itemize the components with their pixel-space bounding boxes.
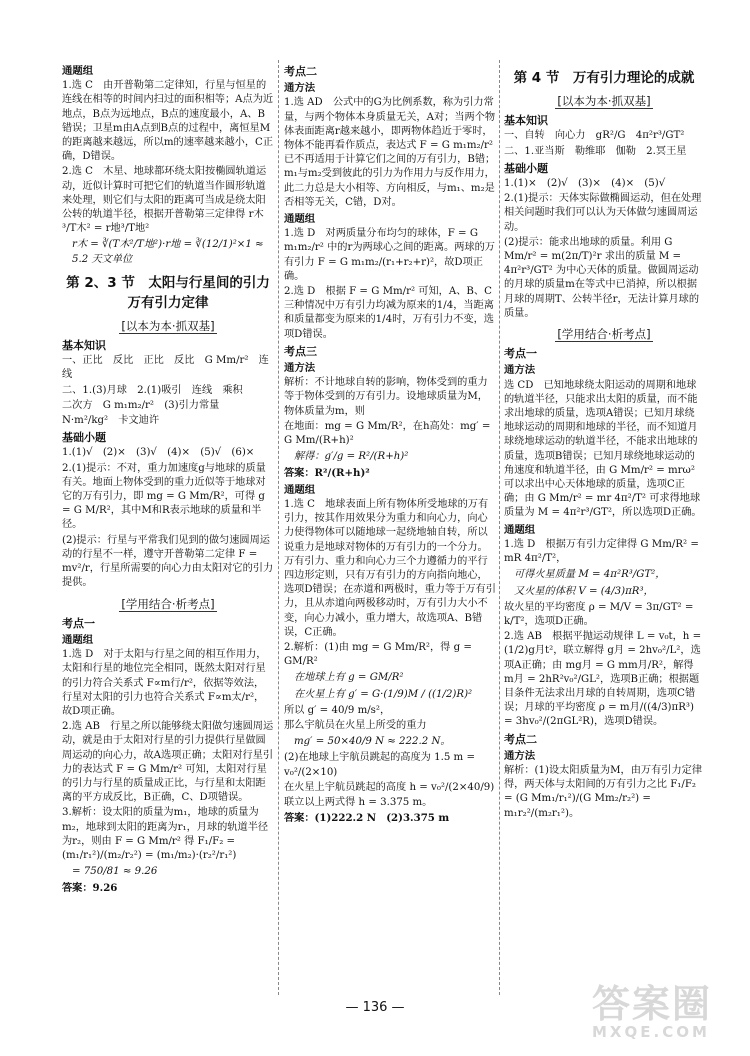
column-divider-2	[499, 60, 500, 995]
section-title-4: 第 4 节 万有引力理论的成就	[513, 70, 695, 86]
knowledge3-line-2: 二、1.亚当斯 勒维耶 伽勒 2.冥王星	[504, 145, 687, 157]
y-line-1: 解析：不计地球自转的影响，物体受到的重力等于物体受到的万有引力。设地球质量为M，物体质量为m，则	[284, 377, 488, 417]
watermark-line-1: 答案圈	[592, 982, 713, 1026]
m-answer-1: 选 CD 已知地球绕太阳运动的周期和地球的轨道半径，只能求出太阳的质量，而不能求出地球的质量，选项A错误；已知月球绕地球运动的周期和地球的半径，而不知道月球绕地球运动的轨道半径，不能求出地球的质量，选项B错误；已知月球绕地球运动的角速度和轨道半径，由 G Mm/r² = mrω² 可以求出中心天体地球的质量，选项C正确；由 G Mm/r² = mr 4π²/T² 可求得地球质量为 M = 4π²r³/GT²，所以选项D正确。	[504, 379, 702, 519]
z-line-4: 在火星上有 g′ = G·(1/9)M / ((1/2)R)²	[294, 688, 473, 700]
z-line-7: mg′ = 50×40/9 N ≈ 222.2 N。	[294, 736, 451, 748]
page-number: — 136 —	[345, 1000, 405, 1015]
z-line-2: 2.解析：(1)由 mg = G Mm/R²，得 g = GM/R²	[284, 641, 472, 668]
band-analysis	[62, 597, 274, 611]
basic-answer-2: 2.(1)提示：不对，重力加速度g与地球的质量有关。地面上物体受到的重力近似等于地球对它的万有引力，即 mg = G Mm/R²，可得 g = G M/R²，其中M和R表示地球的质量和半径。	[62, 462, 266, 531]
answer-1: 1.选 C 由开普勒第二定律知，行星与恒星的连线在相等的时间内扫过的面积相等；A点为近地点，B点为远地点，B点的速度最小，A、B错误；卫星m由A点到B点的过程中，离恒星M的距离越来越远，所以m的速率越来越小，C正确，D错误。	[62, 80, 274, 163]
tongfa-label-2: 通方法	[284, 362, 316, 375]
tongfa-label-col3: 通方法	[504, 364, 536, 377]
y-answer: 答案：R²/(R+h)²	[284, 467, 370, 480]
x-answer-1: 1.选 AD 公式中的G为比例系数，称为引力常量，与两个物体本身质量无关，A对；当两个物体表面距离r越来越小，即两物体趋近于零时，物体不能再看作质点，表达式 F = G m₁m₂/r² 已不再适用于计算它们之间的万有引力，B错；m₁与m₂受到彼此的引力为作用力与反作用力，此二力总是大小相等、方向相反，与m₁、m₂是否相等无关，C错，D对。	[284, 97, 496, 208]
tongti-label-3: 通题组	[284, 213, 316, 226]
n-line-5: 2.选 AB 根据平抛运动规律 L = v₀t，h = (1/2)g月t²，联立解得 g月 = 2hv₀²/L²，选项A正确；由 mg月 = G mm月/R²，解得 m月 = 2hR²v₀²/GL²，选项B正确；根据题目条件无法求出月球的自转周期，选项C错误；月球的平均密度 ρ = m月/((4/3)πR³) = 3hv₀²/(2πGL²R)，选项D错误。	[504, 631, 702, 728]
tongti-label-4: 通题组	[284, 483, 316, 496]
column-middle	[284, 62, 496, 826]
n-line-4: 故火星的平均密度 ρ = M/V = 3π/GT² = k/T²，选项D正确。	[504, 601, 694, 627]
x-answer-2: 1.选 D 对两质量分布均匀的球体，F = G m₁m₂/r² 中的r为两球心之间的距离。两球的万有引力 F = G m₁m₂/(r₁+r₂+r)²，故D项正确。	[284, 228, 495, 282]
column-right	[504, 62, 704, 822]
section-title-2-3	[62, 273, 274, 313]
band-analysis-label: [学用结合·析考点]	[121, 596, 215, 611]
heading-basic-knowledge: 基本知识	[62, 339, 106, 353]
knowledge-line-1: 一、正比 反比 正比 反比 G Mm/r² 连线	[62, 355, 269, 381]
band-basics	[62, 319, 274, 333]
z-line-10: 联立以上两式得 h = 3.375 m。	[284, 796, 433, 808]
section-title-line2: 万有引力定律	[127, 294, 209, 311]
y-line-3: 解得：g′/g = R²/(R+h)²	[294, 451, 409, 463]
heading-kaodian-2: 考点二	[284, 65, 317, 78]
answer-final: 答案：9.26	[62, 882, 118, 895]
section-title-line1: 第 2、3 节 太阳与行星间的引力	[66, 274, 270, 291]
basic-answer-3: (2)提示：行星与平常我们见到的做匀速圆周运动的行星不一样，遵守开普勒第二定律 F = mv²/r，行星所需要的向心力由太阳对它的引力提供。	[62, 534, 274, 589]
z-line-9: 在火星上宇航员跳起的高度 h = v₀²/(2×40/9)	[284, 781, 495, 793]
x-answer-3: 2.选 D 根据 F = G Mm/r² 可知，A、B、C三种情况中万有引力均减为原来的1/4，当距离和质量都变为原来的1/4时，万有引力不变，选项D错误。	[284, 286, 494, 340]
band-basics-3-label: [以本为本·抓双基]	[557, 94, 651, 108]
tongfa-label: 通方法	[284, 82, 316, 95]
heading-basic-questions: 基础小题	[62, 431, 106, 445]
y-line-2: 在地面：mg = G Mm/R²，在h高处：mg′ = G Mm/(R+h)²	[284, 420, 491, 447]
n-line-2: 可得火星质量 M = 4π²R³/GT²，	[514, 569, 666, 581]
knowledge-line-3: 二次方 G m₁m₂/r² (3)引力常量	[62, 399, 220, 411]
knowledge-line-4: N·m²/kg² 卡文迪许	[62, 415, 160, 427]
z-line-6: 那么宇航员在火星上所受的重力	[284, 719, 427, 731]
p-line-1: 解析：(1)设太阳质量为M，由万有引力定律得，两天体与太阳间的万有引力之比 F₁/F₂ = (G Mm₁/r₁²)/(G Mm₂/r₂²) = m₁r₂²/(m₂r₁²)。	[504, 764, 703, 819]
answer-2: 2.选 C 木星、地球都环绕太阳按椭圆轨道运动，近似计算时可把它们的轨道当作圆形轨道来处理，则它们与太阳的距离可当成是绕太阳公转的轨道半径，根据开普勒第三定律得 r木³/T木² = r地³/T地²	[62, 166, 267, 235]
heading-kaodian-3: 考点三	[284, 344, 317, 358]
tongti-label-2: 通题组	[62, 633, 94, 646]
column-left	[62, 62, 274, 897]
formula-r-jupiter: r木 = ∛(T木²/T地²)·r地 = ∛(12/1)²×1 ≈ 5.2 天文单位	[72, 239, 264, 265]
question-3-result: = 750/81 ≈ 9.26	[72, 866, 158, 878]
basic3-answer-1: 1.(1)× (2)√ (3)× (4)× (5)√	[504, 178, 666, 190]
tongfa-label-2-col3: 通方法	[504, 749, 536, 762]
knowledge-line-2: 二、1.(3)月球 2.(1)吸引 连线 乘积	[62, 384, 243, 396]
tongti-label-col3: 通题组	[504, 523, 536, 536]
heading-kaodian-1: 考点一	[62, 616, 95, 630]
z-line-1: 1.选 C 地球表面上所有物体所受地球的万有引力，按其作用效果分为重力和向心力，向心力使得物体可以随地球一起绕地轴自转，所以说重力是地球对物体的万有引力的一个分力。万有引力、重力和向心力三个力遵循力的平行四边形定则，只有万有引力的方向指向地心，选项D错误；在赤道和两极时，重力等于万有引力，且从赤道向两极移动时，万有引力大小不变，向心力减小，重力增大，故选项A、B错误，C正确。	[284, 498, 496, 638]
column-divider-1	[278, 60, 279, 995]
tongti-label: 通题组	[62, 65, 94, 77]
z-line-5: 所以 g′ = 40/9 m/s²，	[284, 704, 391, 716]
heading-kaodian-1-col3: 考点一	[504, 347, 537, 361]
basic3-answer-2: 2.(1)提示：天体实际做椭圆运动，但在处理相关问题时我们可以认为天体做匀速圆周运动。	[504, 193, 702, 233]
question-2: 2.选 AB 行星之所以能够绕太阳做匀速圆周运动，就是由于太阳对行星的引力提供行星做圆周运动的向心力，故A选项正确；太阳对行星引力的表达式 F = G Mm/r² 可知，太阳对行星的引力与行星的质量成正比，与行星和太阳距离的平方成反比，B正确，C、D项错误。	[62, 721, 274, 804]
band-analysis-3	[504, 327, 704, 341]
z-line-8: (2)在地球上宇航员跳起的高度为 1.5 m = v₀²/(2×10)	[284, 752, 475, 778]
heading-basic-knowledge-3: 基本知识	[504, 114, 548, 128]
knowledge3-line-1: 一、自转 向心力 gR²/G 4π²r³/GT²	[504, 130, 685, 142]
z-line-3: 在地球上有 g = GM/R²	[294, 672, 404, 684]
z-answer: 答案：(1)222.2 N (2)3.375 m	[284, 812, 450, 825]
band-basics-label: [以本为本·抓双基]	[121, 318, 215, 333]
basic-answer-1: 1.(1)√ (2)× (3)√ (4)× (5)√ (6)×	[62, 447, 255, 459]
n-line-1: 1.选 D 根据万有引力定律得 G Mm/R² = mR 4π²/T²，	[504, 538, 699, 565]
watermark-logo	[592, 984, 732, 1042]
band-basics-3	[504, 94, 704, 108]
band-analysis-3-label: [学用结合·析考点]	[557, 327, 651, 342]
basic3-answer-3: (2)提示：能求出地球的质量。利用 G Mm/r² = m(2π/T)²r 求出的质量 M = 4π²r³/GT² 为中心天体的质量。做圆周运动的月球的质量m在等式中已消掉，所以根据月球的周期T、公转半径r，无法计算月球的质量。	[504, 236, 700, 319]
question-1: 1.选 D 对于太阳与行星之间的相互作用力，太阳和行星的地位完全相同，既然太阳对行星的引力符合关系式 F∝m行/r²，依据等效法，行星对太阳的引力也符合关系式 F∝m太/r²，故D项正确。	[62, 649, 267, 717]
question-3: 3.解析：设太阳的质量为m₁，地球的质量为m₂，地球到太阳的距离为r₁，月球的轨道半径为r₂，则由 F = G Mm/r² 得 F₁/F₂ = (m₁/r₁²)/(m₂/r₂²) = (m₁/m₂)·(r₂²/r₁²)	[62, 807, 269, 861]
n-line-3: 又火星的体积 V = (4/3)πR³，	[514, 585, 654, 597]
watermark-line-2: MXQE.COM	[592, 1023, 710, 1041]
heading-kaodian-2-col3: 考点二	[504, 732, 537, 746]
heading-basic-questions-3: 基础小题	[504, 161, 548, 175]
